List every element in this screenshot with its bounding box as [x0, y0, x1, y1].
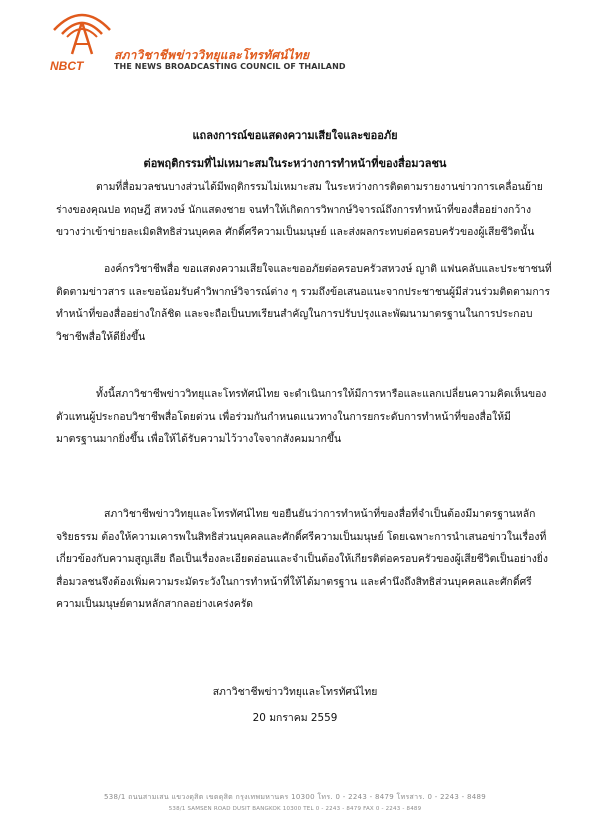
signature-date: 20 มกราคม 2559 [252, 712, 338, 724]
letterhead [42, 12, 372, 74]
org-name-thai: สภาวิชาชีพข่าววิทยุและโทรทัศน์ไทย [114, 48, 310, 62]
document-title-line-1: แถลงการณ์ขอแสดงความเสียใจและขออภัย [192, 129, 398, 142]
paragraph-1: ตามที่สื่อมวลชนบางส่วนได้มีพฤติกรรมไม่เหมาะสม ในระหว่างการติดตามรายงานข่าวการเคลื่อนย้ายร่างของคุณปอ ทฤษฎี สหวงษ์ นักแสดงชาย จนทำให้เกิดการวิพากษ์วิจารณ์ถึงการทำหน้าที่ของสื่ออย่างกว้างขวางว่าเข้าข่ายละเมิดสิทธิส่วนบุคคล ศักดิ์ศรีความเป็นมนุษย์ และส่งผลกระทบต่อครอบครัวของผู้เสียชีวิตนั้น [56, 181, 543, 238]
document-title-line-2: ต่อพฤติกรรมที่ไม่เหมาะสมในระหว่างการทำหน้าที่ของสื่อมวลชน [143, 157, 447, 170]
footer-address-thai: 538/1 ถนนสามเสน แขวงดุสิต เขตดุสิต กรุงเทพมหานคร 10300 โทร. 0 - 2243 - 8479 โทรสาร. 0 - 2243 - 8489 [103, 793, 486, 801]
signature-organization: สภาวิชาชีพข่าววิทยุและโทรทัศน์ไทย [212, 686, 378, 698]
nbct-logo [42, 12, 122, 74]
paragraph-4: สภาวิชาชีพข่าววิทยุและโทรทัศน์ไทย ขอยืนยันว่าการทำหน้าที่ของสื่อที่จำเป็นต้องมีมาตรฐานหลักจริยธรรม ต้องให้ความเคารพในสิทธิส่วนบุคคลและศักดิ์ศรีความเป็นมนุษย์ โดยเฉพาะการนำเสนอข่าวในเรื่องที่เกี่ยวข้องกับความสูญเสีย ถือเป็นเรื่องละเอียดอ่อนและจำเป็นต้องให้เกียรติต่อครอบครัวของผู้เสียชีวิตเป็นอย่างยิ่ง สื่อมวลชนจึงต้องเพิ่มความระมัดระวังในการทำหน้าที่ให้ได้มาตรฐาน และคำนึงถึงสิทธิส่วนบุคคลและศักดิ์ศรีความเป็นมนุษย์ตามหลักสากลอย่างเคร่งครัด [56, 508, 548, 610]
org-name-english: THE NEWS BROADCASTING COUNCIL OF THAILAND [114, 62, 346, 71]
paragraph-3: ทั้งนี้สภาวิชาชีพข่าววิทยุและโทรทัศน์ไทย จะดำเนินการให้มีการหารือและแลกเปลี่ยนความคิดเห็นของตัวแทนผู้ประกอบวิชาชีพสื่อโดยด่วน เพื่อร่วมกันกำหนดแนวทางในการยกระดับการทำหน้าที่ของสื่อให้มีมาตรฐานมากยิ่งขึ้น เพื่อให้ได้รับความไว้วางใจจากสังคมมากขึ้น [56, 388, 547, 445]
footer-address-english: 538/1 SAMSEN ROAD DUSIT BANGKOK 10300 TEL 0 - 2243 - 8479 FAX 0 - 2243 - 8489 [168, 806, 422, 812]
svg-text:NBCT: NBCT [50, 59, 84, 73]
paragraph-2: องค์กรวิชาชีพสื่อ ขอแสดงความเสียใจและขออภัยต่อครอบครัวสหวงษ์ ญาติ แฟนคลับและประชาชนที่ติดตามข่าวสาร และขอน้อมรับคำวิพากษ์วิจารณ์ต่าง ๆ รวมถึงข้อเสนอแนะจากประชาชนผู้มีส่วนร่วมติดตามการทำหน้าที่ของสื่ออย่างใกล้ชิด และจะถือเป็นบทเรียนสำคัญในการปรับปรุงและพัฒนามาตรฐานในการประกอบวิชาชีพสื่อให้ดียิ่งขึ้น [56, 263, 552, 343]
